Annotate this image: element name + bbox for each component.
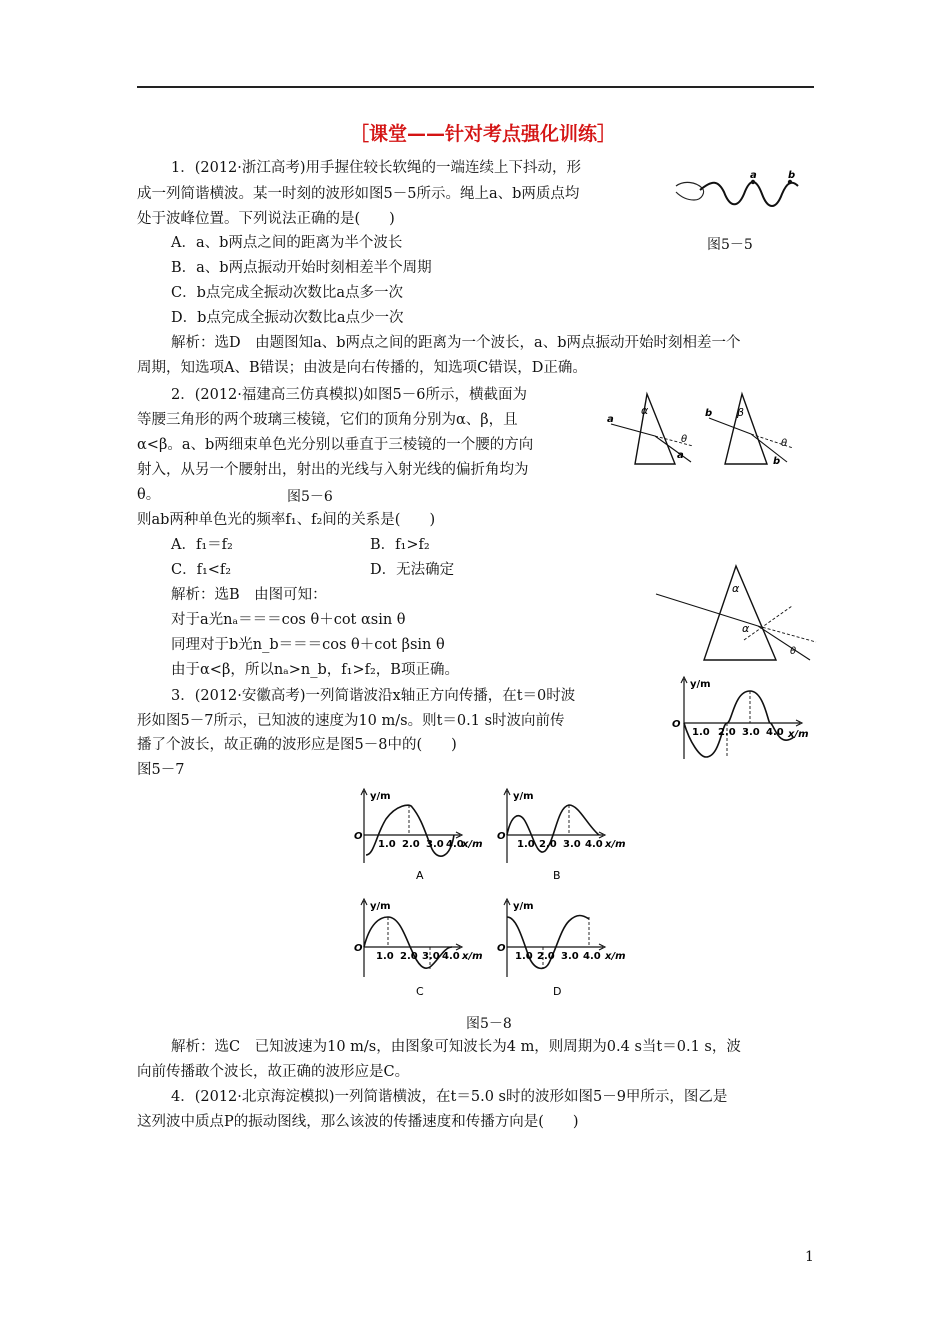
svg-text:2.0: 2.0 [402, 839, 420, 850]
q3-answer-line-1: 解析：选C 已知波速为10 m/s，由图象可知波长为4 m，则周期为0.4 s当t＝0.1 s，波 [171, 1039, 741, 1055]
svg-text:2.0: 2.0 [539, 839, 557, 850]
svg-text:y/m: y/m [513, 791, 534, 802]
solution-alpha-top: α [732, 582, 740, 595]
rope-wave [700, 182, 798, 206]
svg-text:x/m: x/m [605, 839, 626, 850]
ray-a-out-label: a [677, 450, 684, 461]
q3-line-4: 图5－7 [137, 762, 185, 778]
svg-text:y/m: y/m [370, 791, 391, 802]
q2-answer-line-3: 同理对于b光n_b＝＝＝cos θ＋cot βsin θ [171, 637, 445, 653]
svg-text:1.0: 1.0 [517, 839, 535, 850]
q1-option-a: A．a、b两点之间的距离为半个波长 [171, 235, 403, 251]
ray-b-in-label: b [705, 408, 713, 419]
figure-5-7-x-label: x/m [788, 729, 809, 740]
ray-b-out-label: b [773, 456, 781, 467]
svg-text:x/m: x/m [605, 951, 626, 962]
prism-a-alpha: α [641, 404, 649, 417]
svg-text:2.0: 2.0 [537, 951, 555, 962]
q2-line-5: θ。 [137, 487, 161, 503]
hand-icon [676, 182, 704, 200]
svg-text:2.0: 2.0 [718, 727, 736, 738]
q2-line-3: α<β。a、b两细束单色光分别以垂直于三棱镜的一个腰的方向 [137, 437, 534, 453]
solution-alpha-inner: α [742, 622, 750, 635]
svg-text:y/m: y/m [370, 901, 391, 912]
panel-d-label: D [553, 985, 562, 998]
point-b-label: b [788, 170, 796, 181]
panel-c-label: C [416, 985, 424, 998]
svg-text:4.0: 4.0 [585, 839, 603, 850]
svg-text:y/m: y/m [513, 901, 534, 912]
prism-b-beta: β [737, 406, 745, 419]
panel-b-label: B [553, 869, 561, 882]
q1-option-b: B．a、b两点振动开始时刻相差半个周期 [171, 260, 432, 276]
figure-5-8-panel-a [352, 785, 492, 885]
svg-text:O: O [497, 831, 506, 842]
q3-answer-line-2: 向前传播敢个波长，故正确的波形应是C。 [137, 1064, 410, 1080]
q2-option-d: D．无法确定 [370, 562, 455, 578]
q1-line-3: 处于波峰位置。下列说法正确的是( ) [137, 211, 395, 227]
solution-prism-diagram [652, 560, 822, 670]
ray-a-in-label: a [607, 414, 614, 425]
svg-text:1.0: 1.0 [515, 951, 533, 962]
svg-text:3.0: 3.0 [563, 839, 581, 850]
panel-a-label: A [416, 869, 424, 882]
q2-line-1: 2．(2012·福建高三仿真模拟)如图5－6所示，横截面为 [171, 387, 527, 403]
page-number: 1 [805, 1249, 814, 1265]
solution-theta: θ [790, 646, 797, 657]
prism-b-theta: θ [781, 438, 788, 449]
q1-option-d: D．b点完成全振动次数比a点少一次 [171, 310, 404, 326]
svg-text:2.0: 2.0 [400, 951, 418, 962]
figure-5-8-caption: 图5－8 [466, 1016, 512, 1032]
q4-line-2: 这列波中质点P的振动图线，那么该波的传播速度和传播方向是( ) [137, 1114, 579, 1130]
svg-text:x/m: x/m [462, 839, 483, 850]
svg-text:3.0: 3.0 [742, 727, 760, 738]
figure-5-7 [668, 675, 818, 765]
svg-text:x/m: x/m [462, 951, 483, 962]
section-heading: ［课堂——针对考点强化训练］ [350, 123, 617, 145]
q2-line-4: 射入，从另一个腰射出，射出的光线与入射光线的偏折角均为 [137, 462, 529, 478]
q2-option-b: B．f₁>f₂ [370, 537, 430, 553]
svg-text:4.0: 4.0 [446, 839, 464, 850]
q2-answer-line-4: 由于α<β，所以nₐ>n_b，f₁>f₂，B项正确。 [171, 662, 459, 678]
q2-line-2: 等腰三角形的两个玻璃三棱镜，它们的顶角分别为α、β，且 [137, 412, 518, 428]
svg-text:O: O [354, 943, 363, 954]
svg-text:3.0: 3.0 [561, 951, 579, 962]
svg-text:4.0: 4.0 [442, 951, 460, 962]
q4-line-1: 4．(2012·北京海淀模拟)一列简谐横波，在t＝5.0 s时的波形如图5－9甲所示，图乙是 [171, 1089, 728, 1105]
svg-text:4.0: 4.0 [583, 951, 601, 962]
q1-option-c: C．b点完成全振动次数比a点多一次 [171, 285, 404, 301]
q3-line-3: 播了个波长，故正确的波形应是图5－8中的( ) [137, 737, 457, 753]
svg-text:4.0: 4.0 [766, 727, 784, 738]
figure-5-7-origin: O [672, 719, 681, 730]
figure-5-5-caption: 图5－5 [707, 237, 753, 253]
q1-answer-line-2: 周期，知选项A、B错误；由波是向右传播的，知选项C错误，D正确。 [137, 360, 587, 376]
svg-text:1.0: 1.0 [378, 839, 396, 850]
prism-a-theta: θ [681, 434, 688, 445]
svg-text:O: O [497, 943, 506, 954]
figure-5-6-caption: 图5－6 [287, 489, 333, 505]
q1-answer-line-1: 解析：选D 由题图知a、b两点之间的距离为一个波长，a、b两点振动开始时刻相差一个 [171, 335, 741, 351]
q2-answer-line-2: 对于a光nₐ＝＝＝cos θ＋cot αsin θ [171, 612, 406, 628]
q2-line-6: 则ab两种单色光的频率f₁、f₂间的关系是( ) [137, 512, 436, 528]
q3-line-2: 形如图5－7所示，已知波的速度为10 m/s。则t＝0.1 s时波向前传 [137, 713, 565, 729]
point-a-label: a [750, 170, 757, 181]
q1-line-2: 成一列简谐横波。某一时刻的波形如图5－5所示。绳上a、b两质点均 [137, 186, 580, 202]
figure-5-8-panel-d [495, 895, 635, 1005]
svg-text:1.0: 1.0 [376, 951, 394, 962]
svg-text:1.0: 1.0 [692, 727, 710, 738]
figure-5-6 [605, 388, 810, 468]
q1-line-1: 1．(2012·浙江高考)用手握住较长软绳的一端连续上下抖动，形 [171, 160, 582, 176]
q3-line-1: 3．(2012·安徽高考)一列简谐波沿x轴正方向传播，在t＝0时波 [171, 688, 576, 704]
figure-5-7-y-label: y/m [690, 679, 711, 690]
q2-option-c: C．f₁<f₂ [171, 562, 232, 578]
figure-5-8-panel-c [352, 895, 492, 1005]
q2-answer-line-1: 解析：选B 由图可知： [171, 587, 327, 603]
svg-text:3.0: 3.0 [426, 839, 444, 850]
figure-5-5 [672, 170, 807, 220]
top-rule [137, 86, 814, 88]
svg-text:3.0: 3.0 [422, 951, 440, 962]
figure-5-8-panel-b [495, 785, 635, 885]
q2-option-a: A．f₁＝f₂ [171, 537, 233, 553]
svg-text:O: O [354, 831, 363, 842]
